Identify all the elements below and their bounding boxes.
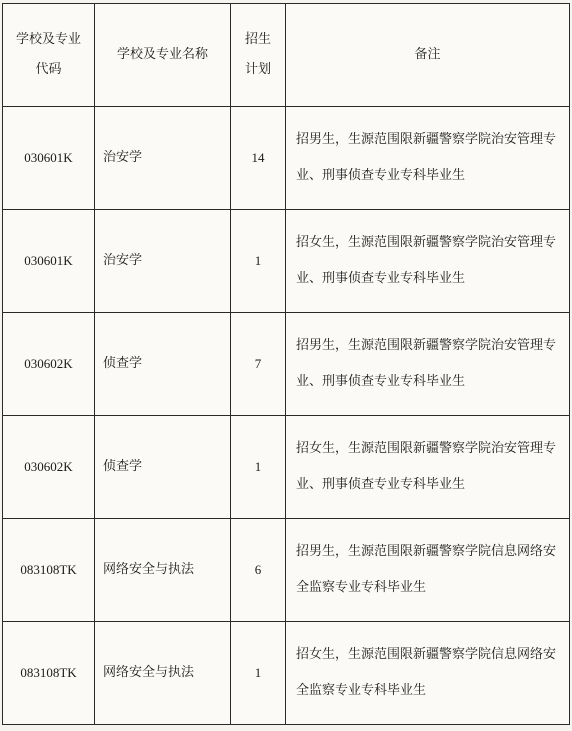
plan-count-cell: 1 [231, 622, 286, 725]
header-name: 学校及专业名称 [95, 4, 231, 107]
table-row [3, 519, 570, 622]
enrollment-plan-table [2, 3, 570, 725]
note-cell: 招男生，生源范围限新疆警察学院信息网络安全监察专业专科毕业生 [286, 519, 570, 622]
plan-count-cell: 7 [231, 313, 286, 416]
table-row [3, 416, 570, 519]
major-code-cell: 030601K [3, 107, 95, 210]
note-cell: 招男生，生源范围限新疆警察学院治安管理专业、刑事侦查专业专科毕业生 [286, 313, 570, 416]
major-code-cell: 030602K [3, 313, 95, 416]
header-plan-line2: 计划 [244, 62, 271, 77]
note-cell: 招女生，生源范围限新疆警察学院治安管理专业、刑事侦查专业专科毕业生 [286, 416, 570, 519]
major-name-cell: 侦查学 [95, 416, 231, 519]
major-code-cell: 030601K [3, 210, 95, 313]
table-header-row [3, 4, 570, 107]
major-code-cell: 083108TK [3, 519, 95, 622]
plan-count-cell: 1 [231, 210, 286, 313]
table-row [3, 313, 570, 416]
major-code-cell: 083108TK [3, 622, 95, 725]
note-cell: 招女生，生源范围限新疆警察学院治安管理专业、刑事侦查专业专科毕业生 [286, 210, 570, 313]
note-cell: 招男生，生源范围限新疆警察学院治安管理专业、刑事侦查专业专科毕业生 [286, 107, 570, 210]
major-name-cell: 侦查学 [95, 313, 231, 416]
major-name-cell: 网络安全与执法 [95, 622, 231, 725]
major-name-cell: 治安学 [95, 107, 231, 210]
plan-count-cell: 6 [231, 519, 286, 622]
header-code-line1: 学校及专业 [15, 32, 81, 47]
plan-count-cell: 1 [231, 416, 286, 519]
major-name-cell: 网络安全与执法 [95, 519, 231, 622]
table-row [3, 622, 570, 725]
plan-count-cell: 14 [231, 107, 286, 210]
header-code [3, 4, 95, 107]
table-row [3, 107, 570, 210]
header-plan [231, 4, 286, 107]
table-row [3, 210, 570, 313]
major-code-cell: 030602K [3, 416, 95, 519]
note-cell: 招女生，生源范围限新疆警察学院信息网络安全监察专业专科毕业生 [286, 622, 570, 725]
header-plan-line1: 招生 [244, 32, 271, 47]
header-code-line2: 代码 [35, 62, 62, 77]
header-note: 备注 [286, 4, 570, 107]
major-name-cell: 治安学 [95, 210, 231, 313]
